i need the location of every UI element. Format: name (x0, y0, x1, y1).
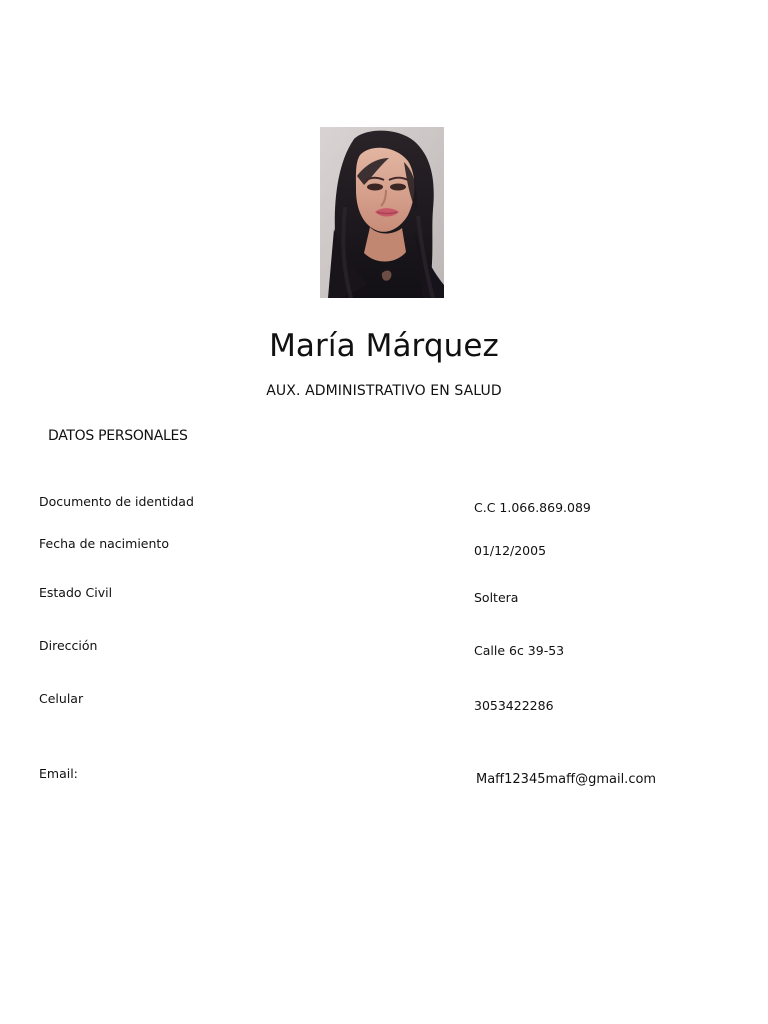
value-direccion: Calle 6c 39-53 (474, 643, 565, 658)
section-title-datos-personales: DATOS PERSONALES (48, 428, 188, 444)
label-celular: Celular (39, 691, 84, 706)
label-documento-de-identidad: Documento de identidad (39, 494, 194, 509)
profile-role: AUX. ADMINISTRATIVO EN SALUD (266, 383, 502, 399)
value-fecha-de-nacimiento: 01/12/2005 (474, 543, 547, 558)
label-direccion: Dirección (39, 638, 98, 653)
value-documento-de-identidad: C.C 1.066.869.089 (474, 500, 591, 515)
label-email: Email: (39, 766, 78, 781)
label-estado-civil: Estado Civil (39, 585, 113, 600)
value-estado-civil: Soltera (474, 590, 519, 605)
value-celular: 3053422286 (474, 698, 554, 713)
value-email: Maff12345maff@gmail.com (476, 772, 657, 787)
label-fecha-de-nacimiento: Fecha de nacimiento (39, 536, 169, 551)
profile-photo (320, 127, 444, 298)
profile-name: María Márquez (269, 328, 499, 364)
